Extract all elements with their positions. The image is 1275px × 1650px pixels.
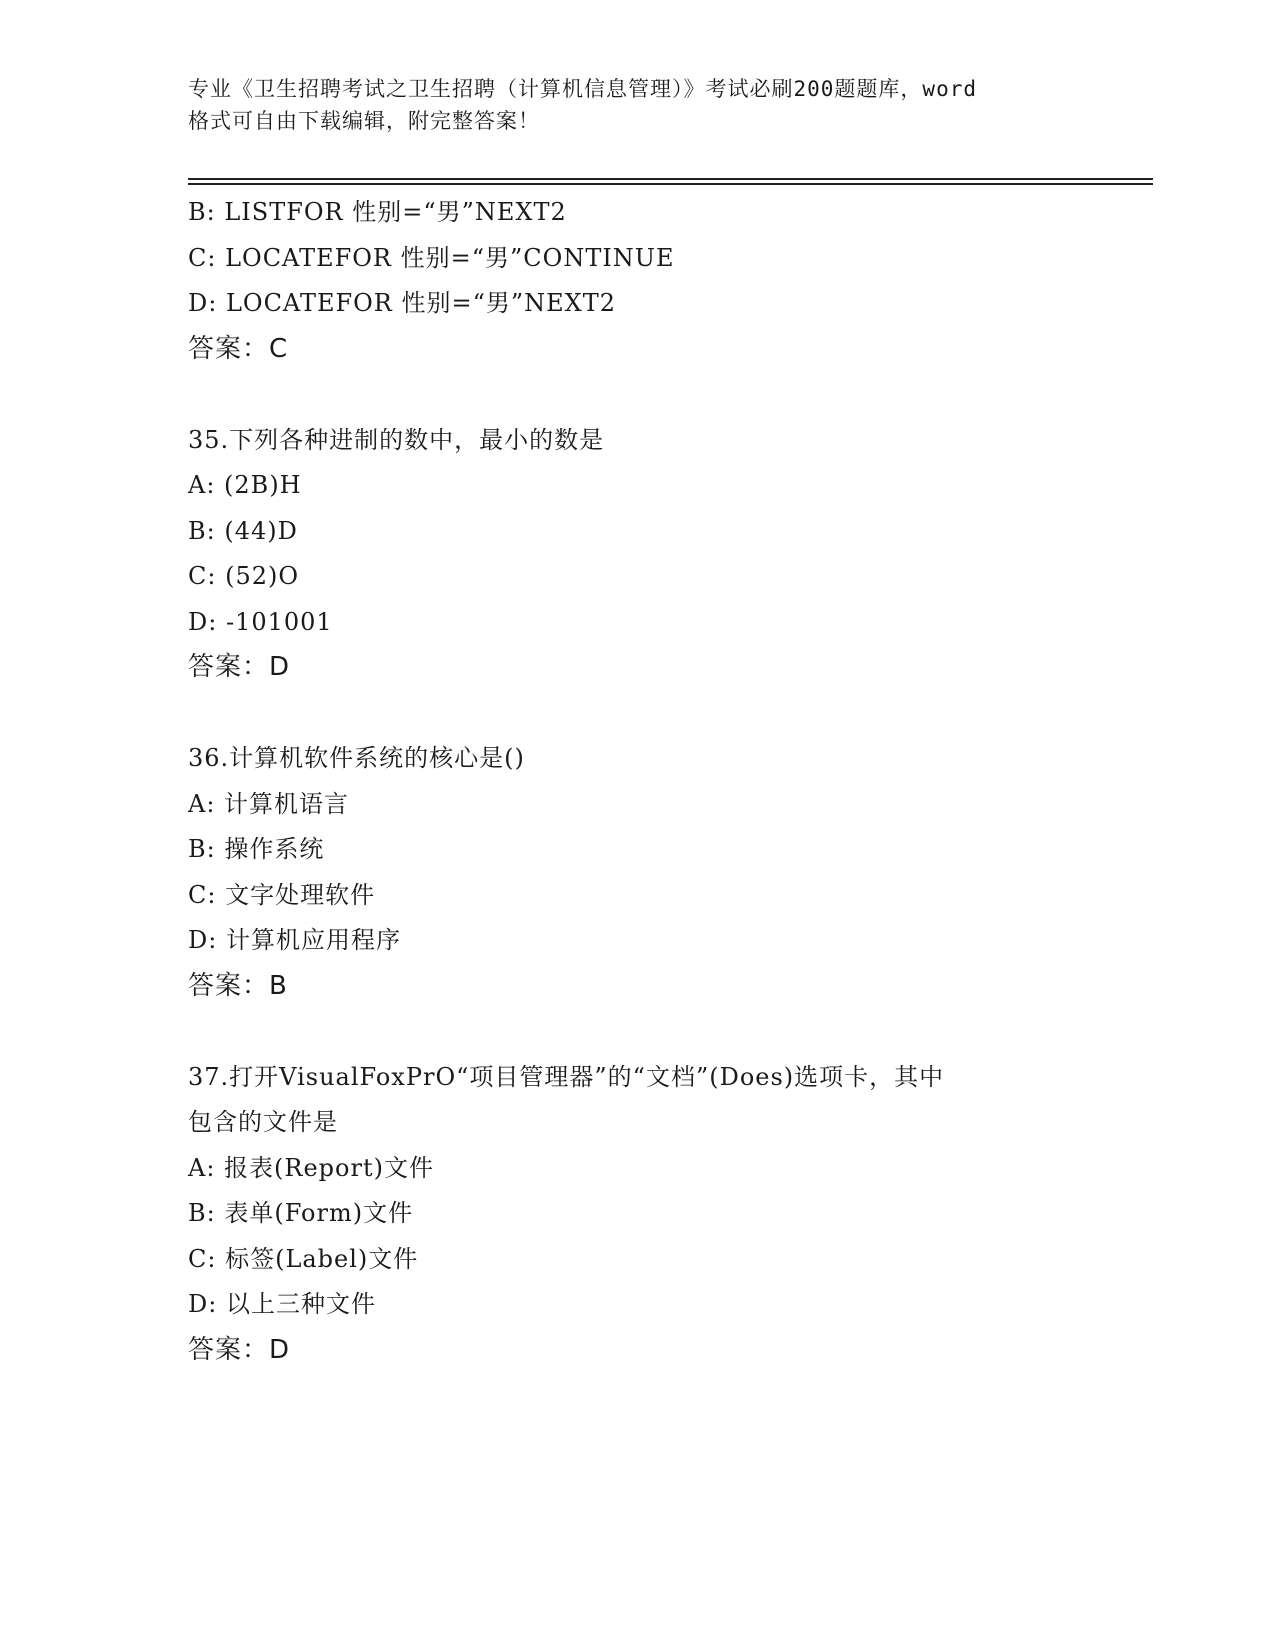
- option-b: B: 操作系统: [188, 835, 325, 863]
- question-text: 36.计算机软件系统的核心是(): [188, 744, 525, 772]
- option-a: A: 报表(Report)文件: [188, 1153, 434, 1182]
- option-b: B: LISTFOR 性别=“男”NEXT2: [188, 198, 567, 226]
- spacer: [188, 1009, 1088, 1055]
- option-a: A: (2B)H: [188, 471, 302, 499]
- question-text-line-1: 37.打开VisualFoxPrO“项目管理器”的“文档”(Does)选项卡，其中: [188, 1062, 945, 1091]
- question-list: [188, 190, 1088, 1373]
- header-title-line-1: 专业《卫生招聘考试之卫生招聘（计算机信息管理）》考试必刷200题题库，word: [188, 77, 977, 101]
- header-divider-bottom: [188, 183, 1153, 185]
- answer: 答案：C: [188, 333, 289, 364]
- document-header: [188, 73, 1088, 137]
- option-b: B: 表单(Form)文件: [188, 1199, 414, 1227]
- option-b: B: (44)D: [188, 516, 298, 545]
- answer: 答案：D: [188, 1334, 291, 1365]
- option-d: D: 以上三种文件: [188, 1290, 376, 1318]
- question-text-line-2: 包含的文件是: [188, 1108, 338, 1136]
- answer: 答案：D: [188, 652, 291, 682]
- option-a: A: 计算机语言: [188, 789, 350, 818]
- option-c: C: 标签(Label)文件: [188, 1244, 419, 1273]
- option-c: C: 文字处理软件: [188, 880, 376, 909]
- option-c: C: (52)O: [188, 562, 300, 590]
- question-37: [188, 1055, 1088, 1374]
- header-divider-top: [188, 178, 1153, 180]
- question-text: 35.下列各种进制的数中，最小的数是: [188, 425, 605, 454]
- option-c: C: LOCATEFOR 性别=“男”CONTINUE: [188, 243, 675, 272]
- spacer: [188, 691, 1088, 737]
- question-36: [188, 736, 1088, 1009]
- question-34-tail: [188, 190, 1088, 372]
- spacer: [188, 372, 1088, 418]
- question-35: [188, 418, 1088, 691]
- option-d: D: 计算机应用程序: [188, 926, 401, 954]
- answer: 答案：B: [188, 970, 288, 1001]
- option-d: D: -101001: [188, 607, 333, 636]
- header-title-line-2: 格式可自由下载编辑，附完整答案！: [188, 109, 540, 133]
- option-d: D: LOCATEFOR 性别=“男”NEXT2: [188, 289, 617, 317]
